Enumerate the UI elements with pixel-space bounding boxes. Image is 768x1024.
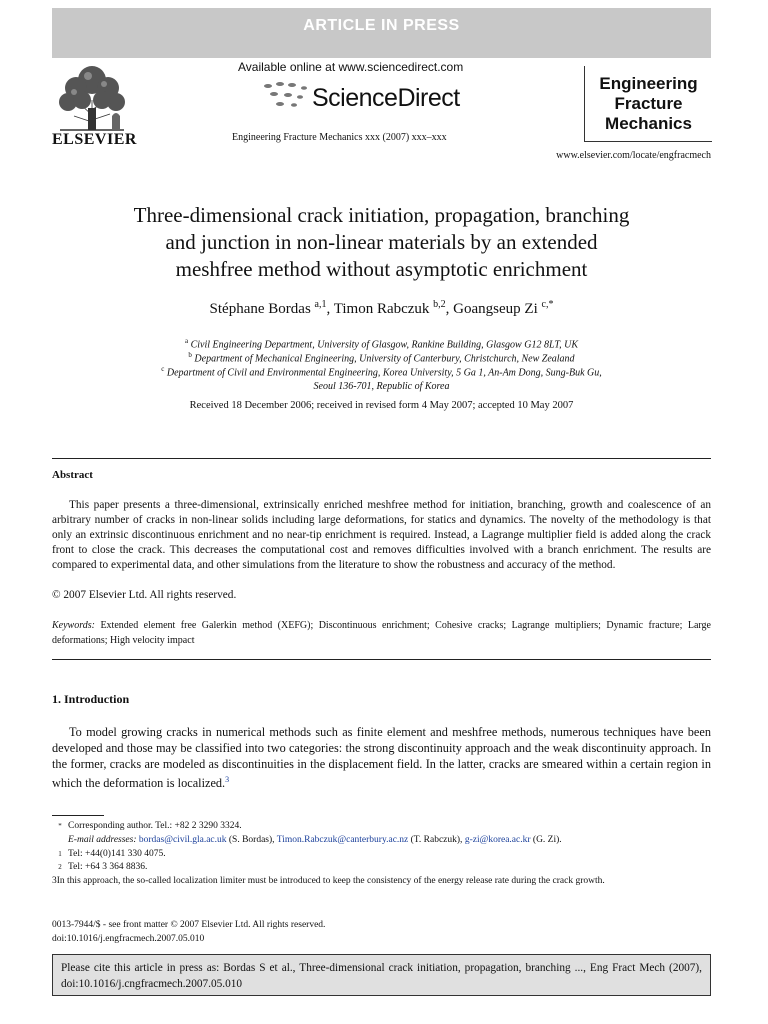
email-link[interactable]: bordas@civil.gla.ac.uk [138, 835, 227, 845]
author-list [52, 299, 711, 318]
title-line: meshfree method without asymptotic enrichment [175, 257, 588, 281]
elsevier-wordmark: ELSEVIER [52, 131, 137, 148]
footnote-text: Tel: +44(0)141 330 4075. [68, 849, 166, 859]
footnote-rule [52, 815, 104, 816]
sciencedirect-dots-icon [260, 80, 312, 110]
affiliation-c [52, 362, 711, 394]
footnote-text: Corresponding author. Tel.: +82 2 3290 3324. [68, 821, 242, 831]
section-heading: 1. Introduction [52, 692, 130, 706]
received-dates: Received 18 December 2006; received in revised form 4 May 2007; accepted 10 May 2007 [189, 400, 574, 411]
abstract-top-rule [52, 458, 711, 459]
article-in-press-banner: ARTICLE IN PRESS [52, 8, 711, 58]
abstract-heading: Abstract [52, 469, 93, 481]
footnote-mark: 1 [58, 850, 62, 858]
sciencedirect-wordmark: ScienceDirect [312, 84, 460, 112]
abstract-copyright: © 2007 Elsevier Ltd. All rights reserved. [52, 589, 237, 601]
issn-front-matter: 0013-7944/$ - see front matter © 2007 Elsevier Ltd. All rights reserved. [52, 920, 326, 930]
author-affiliation-mark: c,* [541, 299, 554, 310]
footnote-text: In this approach, the so-called localization limiter must be introduced to keep the consistency of the energy release rate during the crack growth. [56, 876, 605, 886]
journal-name-line: Mechanics [605, 114, 692, 133]
intro-text: To model growing cracks in numerical methods such as finite element and meshfree methods, numerous techniques have been developed and those may be classified into two categories: the strong discontinuity approach and the weak discontinuity approach. In the former, cracks are modeled as discontinuities in the displacement field. In the latter, cracks are smeared within a certain region in which the deformation is localized. [52, 725, 711, 791]
author-name: Stéphane Bordas [209, 301, 311, 317]
cite-this-article-notice: Please cite this article in press as: Bordas S et al., Three-dimensional crack initiation, propagation, branching ..., Eng Fract Mech (2007), doi:10.1016/j.cngfracmech.2007.05.010 [52, 954, 711, 996]
affiliation-mark: b [188, 351, 192, 359]
abstract-bottom-rule [52, 659, 711, 660]
author-affiliation-mark: b,2 [433, 299, 446, 310]
email-link[interactable]: g-zi@korea.ac.kr [464, 835, 531, 845]
affiliation-mark: a [184, 337, 189, 345]
affiliation-mark: c [161, 365, 165, 373]
affiliation-text: Department of Civil and Environmental Engineering, Korea University, 5 Ga 1, An-Am Dong, Sung-Buk Gu, [166, 367, 602, 379]
email-label: E-mail addresses: [68, 835, 137, 845]
journal-url: www.elsevier.com/locate/engfracmech [556, 150, 711, 161]
footnote-mark: 3 [52, 876, 57, 886]
journal-title-box [584, 66, 712, 142]
intro-paragraph [52, 724, 711, 791]
email-owner: (G. Zi). [530, 835, 562, 845]
keywords [52, 618, 711, 648]
title-line: Three-dimensional crack initiation, propagation, branching [133, 203, 630, 227]
footnote-ref-link[interactable]: 3 [225, 775, 230, 784]
footnote-text: Tel: +64 3 364 8836. [68, 862, 148, 872]
affiliation-text-continued: Seoul 136-701, Republic of Korea [313, 381, 450, 393]
footnote-2 [52, 861, 711, 874]
footnote-1 [52, 848, 711, 861]
title-line: and junction in non-linear materials by an extended [165, 230, 598, 254]
keywords-label: Keywords: [52, 620, 95, 631]
footnote-mark: * [58, 822, 62, 830]
footnote-3 [52, 875, 711, 888]
abstract-body: This paper presents a three-dimensional, extrinsically enriched meshfree method for initiation, branching, growth and coalescence of an arbitrary number of cracks in non-linear solids including large deformations, for statics and dynamics. The novelty of the methodology is that only an extrinsic discontinuous enrichment and no near-tip enrichment is required. Instead, a Lagrange multiplier field is added along the crack front to close the crack. This decreases the computational cost and removes difficulties involved with a branch enrichment. The results are compared to experimental data, and other simulations from the literature to show the robustness and accuracy of the method. [52, 499, 711, 571]
author-affiliation-mark: a,1 [314, 299, 327, 310]
footnote-mark: 2 [58, 863, 62, 871]
available-online-text: Available online at www.sciencedirect.com [238, 60, 464, 74]
keywords-text: Extended element free Galerkin method (XEFG); Discontinuous enrichment; Cohesive cracks; Lagrange multipliers; Dynamic fracture; Large deformations; High velocity impact [52, 620, 711, 646]
journal-name-line: Engineering [599, 74, 698, 93]
author-name: Goangseup Zi [453, 301, 538, 317]
email-owner: (T. Rabczuk), [408, 835, 465, 845]
affiliation-text: Department of Mechanical Engineering, University of Canterbury, Christchurch, New Zealand [194, 353, 575, 365]
footnote-emails [52, 834, 711, 847]
affiliation-text: Civil Engineering Department, University of Glasgow, Rankine Building, Glasgow G12 8LT, UK [190, 339, 579, 351]
author-separator: , [326, 301, 334, 317]
email-link[interactable]: Timon.Rabczuk@canterbury.ac.nz [276, 835, 409, 845]
author-separator: , [445, 301, 454, 317]
footnote-corresponding [52, 820, 711, 833]
doi-link[interactable]: doi:10.1016/j.engfracmech.2007.05.010 [52, 934, 205, 944]
journal-citation-line: Engineering Fracture Mechanics xxx (2007) xxx–xxx [232, 132, 447, 143]
article-title [52, 202, 711, 283]
email-owner: (S. Bordas), [226, 835, 277, 845]
journal-name-line: Fracture [614, 94, 683, 113]
author-name: Timon Rabczuk [333, 301, 430, 317]
